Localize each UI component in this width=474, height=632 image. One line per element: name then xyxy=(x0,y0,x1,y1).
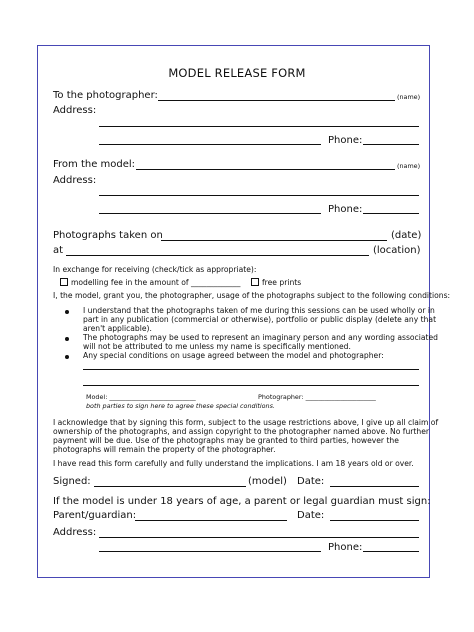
model-phone-label: Phone: xyxy=(328,204,363,215)
condition-2-line-2: will not be attributed to me unless my name is specifically mentioned. xyxy=(83,342,351,351)
session-at-label: at xyxy=(53,245,64,256)
guardian-phone-label: Phone: xyxy=(328,542,363,553)
guardian-address-line-1[interactable] xyxy=(99,537,419,538)
bullet-1 xyxy=(65,310,69,314)
option-prints-label: free prints xyxy=(262,278,302,287)
condition-1-line-2: part in any publication (commercial or otherwise), portfolio or public display (delete any that xyxy=(83,315,437,324)
prints-checkbox[interactable] xyxy=(251,278,259,286)
special-model-sign[interactable]: Model: ___________________________ xyxy=(86,393,196,401)
model-name-field[interactable] xyxy=(136,169,395,170)
to-photographer-label: To the photographer: xyxy=(53,90,158,101)
model-signature-hint: (model) xyxy=(248,476,287,487)
guardian-date-field[interactable] xyxy=(330,520,419,521)
photographer-address-line-1[interactable] xyxy=(99,126,419,127)
guardian-heading: If the model is under 18 years of age, a parent or legal guardian must sign: xyxy=(53,496,431,507)
special-conditions-line-1[interactable] xyxy=(83,369,419,370)
signature-date-field[interactable] xyxy=(330,486,419,487)
photographer-phone-label: Phone: xyxy=(328,135,363,146)
signature-date-label: Date: xyxy=(297,476,325,487)
acknowledge-line-4: photographs will remain the property of the photographer. xyxy=(53,445,276,454)
from-model-label: From the model: xyxy=(53,159,136,170)
guardian-label: Parent/guardian: xyxy=(53,510,137,521)
model-phone-field[interactable] xyxy=(363,213,419,214)
grant-text: I, the model, grant you, the photographer, usage of the photographs subject to the following conditions: xyxy=(53,291,451,300)
model-address-line-2[interactable] xyxy=(99,213,321,214)
exchange-intro: In exchange for receiving (check/tick as appropriate): xyxy=(53,265,257,274)
session-location-field[interactable] xyxy=(66,255,369,256)
photographer-name-hint: (name) xyxy=(397,93,421,101)
session-date-hint: (date) xyxy=(391,230,422,241)
condition-2-line-1: The photographs may be used to represent an imaginary person and any wording associated xyxy=(83,333,438,342)
photographer-name-field[interactable] xyxy=(158,100,395,101)
acknowledge-line-2: ownership of the photographs, and assign copyright to the photographer named above. No further xyxy=(53,427,429,436)
bullet-2 xyxy=(65,337,69,341)
fee-checkbox[interactable] xyxy=(60,278,68,286)
signed-label: Signed: xyxy=(53,476,91,487)
bullet-3 xyxy=(65,355,69,359)
session-date-field[interactable] xyxy=(161,240,387,241)
model-name-hint: (name) xyxy=(397,162,421,170)
photographer-address-label: Address: xyxy=(53,105,97,116)
option-fee-label: modelling fee in the amount of _____________ xyxy=(71,278,241,287)
option-modelling-fee[interactable] xyxy=(60,278,240,287)
form-title: MODEL RELEASE FORM xyxy=(168,66,306,80)
model-signature-field[interactable] xyxy=(94,486,246,487)
special-photographer-sign[interactable]: Photographer: ______________________ xyxy=(258,393,376,401)
guardian-date-label: Date: xyxy=(297,510,325,521)
read-statement: I have read this form carefully and fully understand the implications. I am 18 years old or over. xyxy=(53,459,414,468)
condition-1-line-1: I understand that the photographs taken of me during this sessions can be used wholly or in xyxy=(83,306,435,315)
acknowledge-line-1: I acknowledge that by signing this form, subject to the usage restrictions above, I give up all claim of xyxy=(53,418,439,427)
photographs-taken-label: Photographs taken on xyxy=(53,230,163,241)
guardian-address-label: Address: xyxy=(53,527,97,538)
acknowledge-line-3: payment will be due. Use of the photographs may be granted to third parties, however the xyxy=(53,436,399,445)
guardian-signature-field[interactable] xyxy=(135,520,287,521)
model-address-line-1[interactable] xyxy=(99,195,419,196)
photographer-phone-field[interactable] xyxy=(363,144,419,145)
condition-3-line-1: Any special conditions on usage agreed between the model and photographer: xyxy=(83,351,384,360)
guardian-address-line-2[interactable] xyxy=(99,551,321,552)
special-conditions-line-2[interactable] xyxy=(83,385,419,386)
session-location-hint: (location) xyxy=(373,245,421,256)
special-sign-note: both parties to sign here to agree these special conditions. xyxy=(86,402,275,410)
model-address-label: Address: xyxy=(53,175,97,186)
condition-1-line-3: aren't applicable). xyxy=(83,324,152,333)
guardian-phone-field[interactable] xyxy=(363,551,419,552)
option-free-prints[interactable] xyxy=(251,278,301,287)
photographer-address-line-2[interactable] xyxy=(99,144,321,145)
